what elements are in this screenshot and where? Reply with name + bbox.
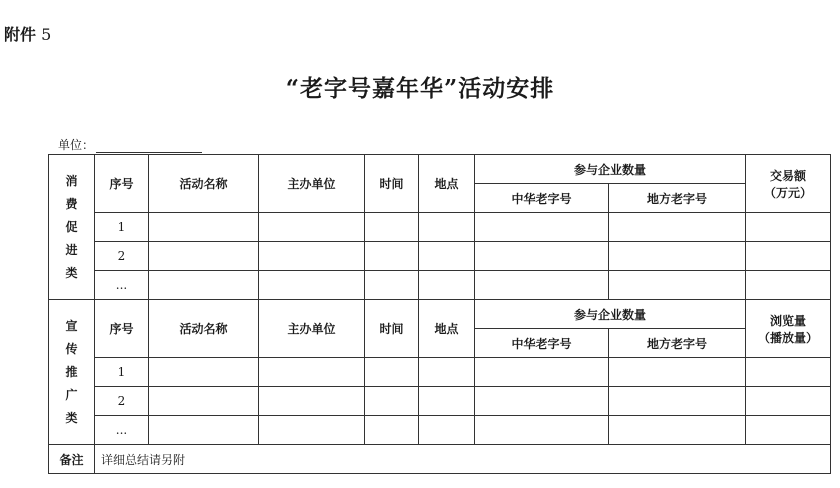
cell-activity-name[interactable] xyxy=(149,242,259,271)
attachment-word: 附件 xyxy=(4,25,37,44)
cell-time[interactable] xyxy=(365,271,419,300)
cell-location[interactable] xyxy=(419,358,475,387)
cell-time[interactable] xyxy=(365,213,419,242)
table-row xyxy=(49,387,831,416)
category-char: 类 xyxy=(65,265,78,280)
row-seq: ... xyxy=(95,416,149,445)
cell-chinese-brands[interactable] xyxy=(475,358,609,387)
header-chinese-brands: 中华老字号 xyxy=(475,184,609,213)
cell-activity-name[interactable] xyxy=(149,387,259,416)
header-organizer: 主办单位 xyxy=(259,300,365,358)
category-cell-consumption xyxy=(49,155,95,300)
metric-line: 交易额 xyxy=(770,168,807,183)
table-row xyxy=(49,416,831,445)
cell-time[interactable] xyxy=(365,387,419,416)
remarks-row xyxy=(49,445,831,474)
cell-organizer[interactable] xyxy=(259,271,365,300)
header-participants: 参与企业数量 xyxy=(475,300,746,329)
table-row xyxy=(49,213,831,242)
header-activity-name: 活动名称 xyxy=(149,155,259,213)
header-location: 地点 xyxy=(419,300,475,358)
row-seq: 2 xyxy=(95,242,149,271)
category-char: 类 xyxy=(65,410,78,425)
category-char: 传 xyxy=(65,341,78,356)
unit-label: 单位： xyxy=(58,138,95,152)
cell-local-brands[interactable] xyxy=(609,416,746,445)
header-activity-name: 活动名称 xyxy=(149,300,259,358)
metric-line: 浏览量 xyxy=(770,313,807,328)
activity-table xyxy=(48,154,831,474)
cell-transaction-amount[interactable] xyxy=(746,271,831,300)
category-char: 推 xyxy=(65,364,78,379)
header-organizer: 主办单位 xyxy=(259,155,365,213)
header-chinese-brands: 中华老字号 xyxy=(475,329,609,358)
cell-time[interactable] xyxy=(365,242,419,271)
remarks-label: 备注 xyxy=(49,445,95,474)
cell-location[interactable] xyxy=(419,213,475,242)
cell-chinese-brands[interactable] xyxy=(475,213,609,242)
metric-line: （播放量） xyxy=(758,330,819,345)
header-local-brands: 地方老字号 xyxy=(609,184,746,213)
unit-blank-line xyxy=(96,140,202,153)
header-transaction-amount xyxy=(746,155,831,213)
header-seq: 序号 xyxy=(95,155,149,213)
row-seq: 2 xyxy=(95,387,149,416)
header-participants: 参与企业数量 xyxy=(475,155,746,184)
attachment-number: 5 xyxy=(41,25,52,44)
category-char: 进 xyxy=(65,242,78,257)
cell-chinese-brands[interactable] xyxy=(475,271,609,300)
table-row xyxy=(49,242,831,271)
cell-activity-name[interactable] xyxy=(149,358,259,387)
cell-organizer[interactable] xyxy=(259,416,365,445)
table-row xyxy=(49,271,831,300)
cell-time[interactable] xyxy=(365,358,419,387)
cell-location[interactable] xyxy=(419,242,475,271)
cell-local-brands[interactable] xyxy=(609,213,746,242)
remarks-text: 详细总结请另附 xyxy=(95,445,831,474)
cell-location[interactable] xyxy=(419,271,475,300)
metric-line: （万元） xyxy=(764,185,813,200)
table-row xyxy=(49,358,831,387)
header-page-views xyxy=(746,300,831,358)
page-title: “老字号嘉年华”活动安排 xyxy=(285,75,555,102)
cell-organizer[interactable] xyxy=(259,213,365,242)
cell-transaction-amount[interactable] xyxy=(746,213,831,242)
cell-activity-name[interactable] xyxy=(149,213,259,242)
cell-local-brands[interactable] xyxy=(609,242,746,271)
cell-page-views[interactable] xyxy=(746,416,831,445)
row-seq: ... xyxy=(95,271,149,300)
cell-organizer[interactable] xyxy=(259,358,365,387)
category-char: 促 xyxy=(65,219,78,234)
category-char: 宣 xyxy=(65,318,78,333)
cell-organizer[interactable] xyxy=(259,242,365,271)
category-char: 消 xyxy=(65,173,78,188)
attachment-label xyxy=(4,22,51,45)
cell-local-brands[interactable] xyxy=(609,358,746,387)
cell-page-views[interactable] xyxy=(746,358,831,387)
header-seq: 序号 xyxy=(95,300,149,358)
cell-local-brands[interactable] xyxy=(609,387,746,416)
cell-transaction-amount[interactable] xyxy=(746,242,831,271)
header-local-brands: 地方老字号 xyxy=(609,329,746,358)
cell-chinese-brands[interactable] xyxy=(475,242,609,271)
category-char: 费 xyxy=(65,196,78,211)
header-time: 时间 xyxy=(365,155,419,213)
row-seq: 1 xyxy=(95,358,149,387)
cell-location[interactable] xyxy=(419,387,475,416)
unit-field xyxy=(58,136,202,153)
header-time: 时间 xyxy=(365,300,419,358)
cell-time[interactable] xyxy=(365,416,419,445)
cell-page-views[interactable] xyxy=(746,387,831,416)
cell-chinese-brands[interactable] xyxy=(475,416,609,445)
category-char: 广 xyxy=(65,387,78,402)
cell-location[interactable] xyxy=(419,416,475,445)
row-seq: 1 xyxy=(95,213,149,242)
cell-activity-name[interactable] xyxy=(149,271,259,300)
cell-chinese-brands[interactable] xyxy=(475,387,609,416)
category-cell-promotion xyxy=(49,300,95,445)
cell-local-brands[interactable] xyxy=(609,271,746,300)
header-location: 地点 xyxy=(419,155,475,213)
cell-activity-name[interactable] xyxy=(149,416,259,445)
cell-organizer[interactable] xyxy=(259,387,365,416)
